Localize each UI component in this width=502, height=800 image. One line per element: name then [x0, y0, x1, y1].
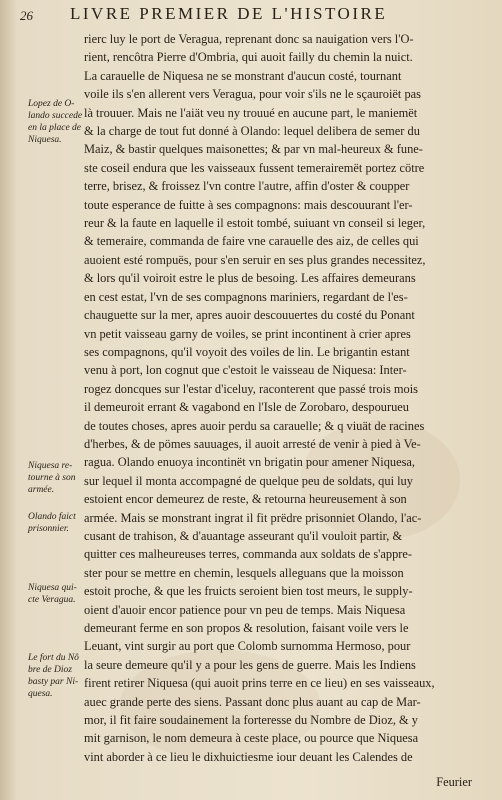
text-line: terre, brisez, & froissez l'vn contre l'autre, affin d'oster & coupper: [84, 179, 410, 194]
text-line: voile ils s'en allerent vers Veragua, pour voir s'ils ne le sçauroiët pas: [84, 87, 421, 102]
page-number: 26: [20, 8, 33, 23]
margin-note-line: en la place de: [28, 123, 82, 133]
margin-note: [28, 511, 86, 535]
margin-note: [28, 582, 86, 606]
text-line: oient d'auoir encor patience pour vn peu de temps. Mais Niquesa: [84, 602, 406, 617]
margin-note: [28, 652, 86, 700]
text-line: & lors qu'il voiroit estre le plus de besoing. Les affaires demeurans: [84, 271, 416, 286]
text-line: chauguette sur la mer, apres auoir descouuertes du costé du Ponant: [84, 308, 415, 323]
text-line: reur & la faute en laquelle il estoit tombé, suiuant vn conseil si leger,: [84, 216, 426, 231]
text-line: rient, rencôtra Pierre d'Ombria, qui auoit failly du chemin la nuict.: [84, 50, 413, 65]
text-line: sur lequel il monta accompagné de quelque peu de soldats, qui luy: [84, 473, 413, 488]
text-line: & la charge de tout fut donné à Olando: lequel delibera de semer du: [84, 124, 420, 139]
text-line: là trouuer. Mais ne l'aiät veu ny trouué en aucune part, le maniemët: [84, 105, 418, 120]
text-line: rogez doncques sur l'estar d'iceluy, raconterent que passé trois mois: [84, 381, 418, 396]
text-line: armée. Mais se monstrant ingrat il fit prëdre prisonniet Olando, l'ac-: [84, 510, 422, 525]
margin-note-line: Niquesa re-: [28, 461, 73, 471]
margin-note-line: Lopez de O-: [28, 99, 75, 109]
margin-note-line: Olando faict: [28, 512, 76, 522]
margin-note-line: lando succede: [28, 111, 83, 121]
text-line: Leuant, vint surgir au port que Colomb surnomma Hermoso, pour: [84, 639, 411, 654]
text-line: & temeraire, commanda de faire vne carauelle des aiz, de celles qui: [84, 234, 419, 249]
text-line: ses compagnons, qu'il voyoit des voiles de lin. Le brigantin estant: [84, 344, 410, 359]
text-line: auec grande perte des siens. Passant donc plus auant au cap de Mar-: [84, 694, 421, 709]
text-line: vn petit vaisseau garny de voiles, se print incontinent à crier apres: [84, 326, 411, 341]
text-line: en cest estat, l'vn de ses compagnons mariniers, regardant de l'es-: [84, 289, 408, 304]
margin-note-line: tourne à son: [28, 473, 76, 483]
margin-note-line: Le fort du Nô: [28, 653, 79, 663]
text-line: ragua. Olando enuoya incontinët vn brigatin pour amener Niquesa,: [84, 455, 416, 470]
text-line: il demeuroit errant & vagabond en l'Isle de Zorobaro, despourueu: [84, 400, 409, 415]
text-line: la seure demeure qu'il y a pour les gens de guerre. Mais les Indiens: [84, 657, 416, 672]
text-line: mor, il fit faire soudainement la forteresse du Nombre de Dioz, & y: [84, 713, 418, 728]
margin-note-line: bre de Dioz: [28, 665, 72, 675]
text-line: toute esperance de fuitte à ses compagnons: mais descouurant l'er-: [84, 197, 413, 212]
text-line: firent retirer Niquesa (qui auoit prins terre en ce lieu) en ses vaisseaux,: [84, 676, 435, 691]
margin-note: [28, 460, 86, 496]
text-line: Maiz, & bastir quelques maisonettes; & par vn mal-heureux & fune-: [84, 142, 423, 157]
text-line: mit garnison, le nom demeura à ceste place, ou pource que Niquesa: [84, 731, 419, 746]
margin-note: [28, 98, 86, 146]
text-line: venu à port, lon cognut que c'estoit le vaisseau de Niquesa: Inter-: [84, 363, 407, 378]
margin-note-line: quesa.: [28, 689, 53, 699]
margin-note-line: Niquesa qui-: [28, 583, 77, 593]
page-header: [20, 4, 488, 30]
catchword: Feurier: [436, 775, 472, 789]
text-line: La carauelle de Niquesa ne se monstrant d'aucun costé, tournant: [84, 68, 402, 83]
text-line: vint aborder à ce lieu le dixhuictiesme iour deuant les Calendes de: [84, 749, 413, 764]
text-line: cusant de trahison, & d'auantage asseurant qu'il vouloit partir, &: [84, 528, 403, 543]
body-text: [84, 30, 486, 766]
text-line: d'herbes, & de pömes sauuages, il auoit arresté de venir à pied à Ve-: [84, 436, 421, 451]
margin-note-line: basty par Ni-: [28, 677, 79, 687]
text-line: demeurant ferme en son propos & resolution, faisant voile vers le: [84, 621, 409, 635]
running-title: LIVRE PREMIER DE L'HISTOIRE: [70, 4, 388, 23]
text-line: de toutes choses, apres auoir perdu sa carauelle; & q viuät de racines: [84, 418, 425, 433]
text-line: ste coseil endura que les vaisseaux fussent temerairemët portez cötre: [84, 160, 425, 175]
margin-note-line: cte Veragua.: [28, 595, 76, 605]
margin-note-line: Niquesa.: [28, 135, 62, 145]
margin-note-line: armée.: [28, 485, 55, 495]
text-line: rierc luy le port de Veragua, reprenant donc sa nauigation vers l'O-: [84, 32, 414, 46]
text-line: auoient esté rompuës, pour s'en seruir en ses plus grandes necessitez,: [84, 252, 426, 267]
text-line: ster pour se mettre en chemin, lesquels alleguans que la moisson: [84, 565, 404, 580]
text-line: quitter ces malheureuses terres, commanda aux soldats de s'appre-: [84, 547, 413, 562]
text-line: estoient encor demeurez de reste, & retourna heureusement à son: [84, 492, 407, 507]
text-line: estoit proche, & que les fruicts seroient bien tost meurs, le supply-: [84, 584, 413, 599]
margin-note-line: prisonnier.: [28, 524, 69, 534]
